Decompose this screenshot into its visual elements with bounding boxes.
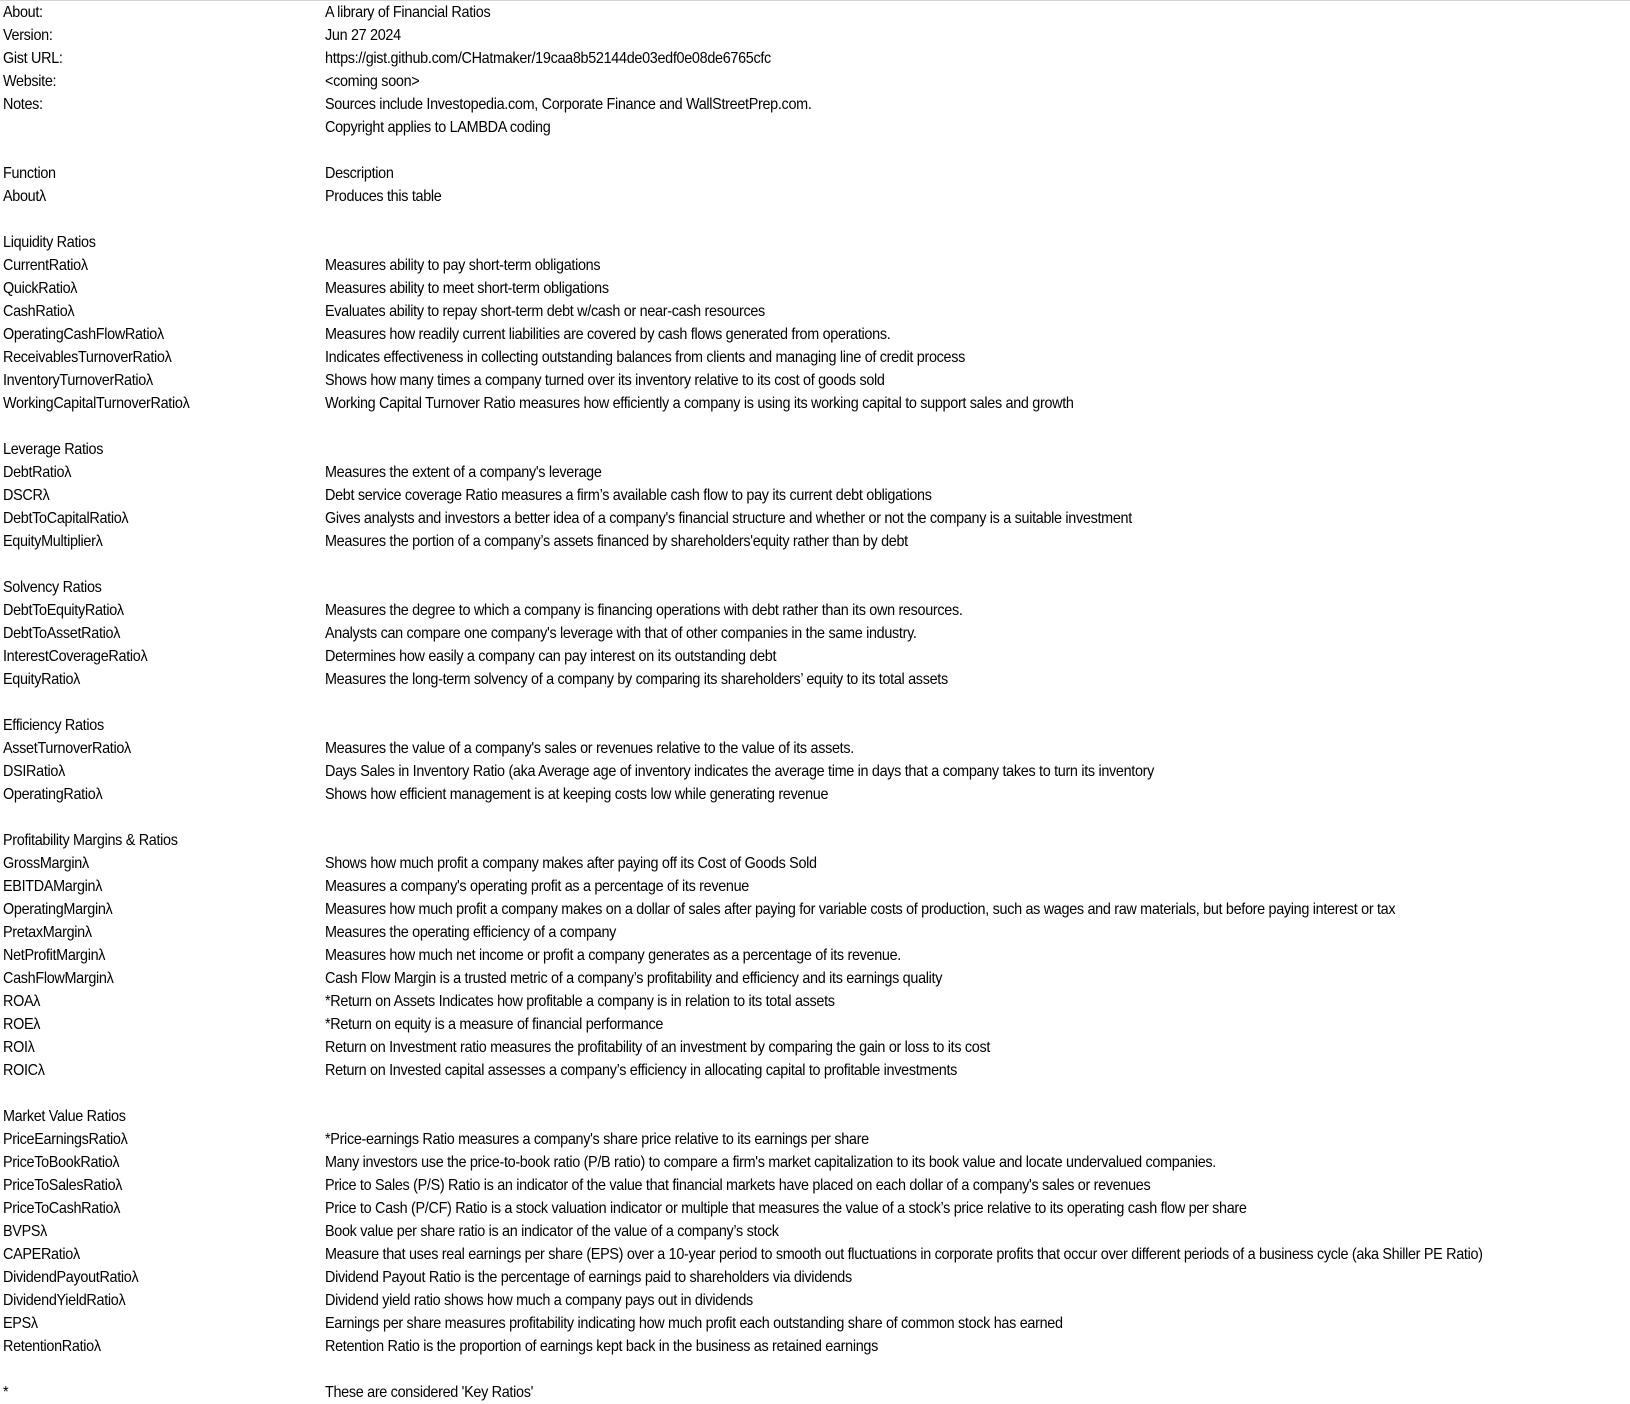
table-row	[0, 346, 1630, 369]
section-title-row	[0, 1105, 1630, 1128]
function-name[interactable]: PriceToBookRatioλ	[3, 1154, 120, 1171]
function-description[interactable]: Gives analysts and investors a better idea of a company's financial structure and whether or not the company is a suitable investment	[325, 510, 1132, 527]
function-name[interactable]: DividendYieldRatioλ	[3, 1292, 126, 1309]
table-row	[0, 921, 1630, 944]
function-name[interactable]: RetentionRatioλ	[3, 1338, 101, 1355]
table-row	[0, 645, 1630, 668]
website-label[interactable]: Website:	[3, 73, 57, 90]
function-name[interactable]: PretaxMarginλ	[3, 924, 92, 941]
footnote-marker[interactable]: *	[3, 1384, 9, 1401]
table-row	[0, 530, 1630, 553]
function-description[interactable]: Analysts can compare one company's leverage with that of other companies in the same industry.	[325, 625, 917, 642]
function-description[interactable]: Earnings per share measures profitability indicating how much profit each outstanding share of common stock has earned	[325, 1315, 1063, 1332]
section-title-row	[0, 576, 1630, 599]
table-row	[0, 898, 1630, 921]
table-row	[0, 737, 1630, 760]
section-title[interactable]: Leverage Ratios	[3, 441, 104, 458]
table-row	[0, 1266, 1630, 1289]
notes-label[interactable]: Notes:	[3, 96, 43, 113]
function-description[interactable]: Return on Investment ratio measures the profitability of an investment by comparing the gain or loss to its cost	[325, 1039, 991, 1056]
function-description[interactable]: Measures the extent of a company's leverage	[325, 464, 602, 481]
function-description[interactable]: Evaluates ability to repay short-term debt w/cash or near-cash resources	[325, 303, 765, 320]
table-row	[0, 1174, 1630, 1197]
table-row	[0, 599, 1630, 622]
function-description[interactable]: Measures a company's operating profit as a percentage of its revenue	[325, 878, 749, 895]
table-row	[0, 1013, 1630, 1036]
gist-label[interactable]: Gist URL:	[3, 50, 63, 67]
function-description[interactable]: Cash Flow Margin is a trusted metric of a company’s profitability and efficiency and its earnings quality	[325, 970, 943, 987]
table-row	[0, 967, 1630, 990]
function-description[interactable]: Measures how much net income or profit a company generates as a percentage of its revenue.	[325, 947, 901, 964]
notes-copyright[interactable]: Copyright applies to LAMBDA coding	[325, 119, 551, 136]
function-name[interactable]: NetProfitMarginλ	[3, 947, 106, 964]
gist-url[interactable]: https://gist.github.com/CHatmaker/19caa8b52144de03edf0e08de6765cfc	[325, 50, 771, 67]
function-description[interactable]: Measure that uses real earnings per share (EPS) over a 10-year period to smooth out fluctuations in corporate profits that occur over different periods of a business cycle (aka Shiller PE Ratio)	[325, 1246, 1483, 1263]
table-header-row	[0, 162, 1630, 185]
function-name[interactable]: WorkingCapitalTurnoverRatioλ	[3, 395, 190, 412]
footnote-row	[0, 1381, 1630, 1404]
function-description[interactable]: Measures ability to meet short-term obligations	[325, 280, 609, 297]
about-function-row	[0, 185, 1630, 208]
table-row	[0, 760, 1630, 783]
section-title-row	[0, 231, 1630, 254]
function-description[interactable]: Produces this table	[325, 188, 442, 205]
function-description[interactable]: Measures the value of a company's sales or revenues relative to the value of its assets.	[325, 740, 854, 757]
notes-row-2	[0, 116, 1630, 139]
table-row	[0, 1059, 1630, 1082]
table-row	[0, 369, 1630, 392]
function-name[interactable]: DividendPayoutRatioλ	[3, 1269, 139, 1286]
about-row	[0, 1, 1630, 24]
function-description[interactable]: Measures ability to pay short-term obligations	[325, 257, 601, 274]
function-description[interactable]: Debt service coverage Ratio measures a firm’s available cash flow to pay its current debt obligations	[325, 487, 932, 504]
function-description[interactable]: Measures the long-term solvency of a company by comparing its shareholders’ equity to its total assets	[325, 671, 948, 688]
section-title-row	[0, 829, 1630, 852]
function-name[interactable]: DebtRatioλ	[3, 464, 72, 481]
version-label[interactable]: Version:	[3, 27, 53, 44]
section-title[interactable]: Liquidity Ratios	[3, 234, 96, 251]
function-description[interactable]: Measures the portion of a company’s assets financed by shareholders'equity rather than by debt	[325, 533, 908, 550]
function-name[interactable]: DebtToCapitalRatioλ	[3, 510, 129, 527]
function-name[interactable]: BVPSλ	[3, 1223, 48, 1240]
function-description[interactable]: Dividend yield ratio shows how much a company pays out in dividends	[325, 1292, 753, 1309]
function-name[interactable]: InterestCoverageRatioλ	[3, 648, 148, 665]
function-description[interactable]: Determines how easily a company can pay interest on its outstanding debt	[325, 648, 777, 665]
table-row	[0, 1289, 1630, 1312]
section-title[interactable]: Profitability Margins & Ratios	[3, 832, 178, 849]
about-value[interactable]: A library of Financial Ratios	[325, 4, 491, 21]
table-row	[0, 990, 1630, 1013]
function-name[interactable]: EquityMultiplierλ	[3, 533, 103, 550]
function-name[interactable]: ROIλ	[3, 1039, 35, 1056]
function-description[interactable]: Many investors use the price-to-book ratio (P/B ratio) to compare a firm's market capitalization to its book value and locate undervalued companies.	[325, 1154, 1216, 1171]
function-description[interactable]: Retention Ratio is the proportion of earnings kept back in the business as retained earnings	[325, 1338, 878, 1355]
gist-row	[0, 47, 1630, 70]
function-description[interactable]: Working Capital Turnover Ratio measures how efficiently a company is using its working capital to support sales and growth	[325, 395, 1074, 412]
table-row	[0, 668, 1630, 691]
table-row	[0, 392, 1630, 415]
function-name[interactable]: ReceivablesTurnoverRatioλ	[3, 349, 172, 366]
table-row	[0, 1243, 1630, 1266]
function-name[interactable]: CurrentRatioλ	[3, 257, 88, 274]
function-name[interactable]: PriceToCashRatioλ	[3, 1200, 121, 1217]
table-row	[0, 783, 1630, 806]
section-title-row	[0, 714, 1630, 737]
table-row	[0, 277, 1630, 300]
footnote-text[interactable]: These are considered 'Key Ratios'	[325, 1384, 534, 1401]
function-name[interactable]: CAPERatioλ	[3, 1246, 80, 1263]
function-name[interactable]: EBITDAMarginλ	[3, 878, 103, 895]
website-row	[0, 70, 1630, 93]
function-name[interactable]: AssetTurnoverRatioλ	[3, 740, 131, 757]
function-description[interactable]: Dividend Payout Ratio is the percentage of earnings paid to shareholders via dividends	[325, 1269, 852, 1286]
version-row	[0, 24, 1630, 47]
section-title-row	[0, 438, 1630, 461]
function-name[interactable]: EPSλ	[3, 1315, 38, 1332]
table-row	[0, 852, 1630, 875]
table-row	[0, 1335, 1630, 1358]
function-description[interactable]: Shows how much profit a company makes after paying off its Cost of Goods Sold	[325, 855, 817, 872]
function-description[interactable]: Measures the degree to which a company is financing operations with debt rather than its own resources.	[325, 602, 963, 619]
function-name[interactable]: PriceEarningsRatioλ	[3, 1131, 128, 1148]
function-name[interactable]: OperatingCashFlowRatioλ	[3, 326, 164, 343]
function-name[interactable]: ROAλ	[3, 993, 41, 1010]
function-name[interactable]: Aboutλ	[3, 188, 46, 205]
function-description[interactable]: Price to Cash (P/CF) Ratio is a stock valuation indicator or multiple that measures the value of a stock’s price relative to its operating cash flow per share	[325, 1200, 1247, 1217]
function-name[interactable]: InventoryTurnoverRatioλ	[3, 372, 153, 389]
section-title[interactable]: Market Value Ratios	[3, 1108, 126, 1125]
website-value[interactable]: <coming soon>	[325, 73, 420, 90]
function-description[interactable]: Measures the operating efficiency of a company	[325, 924, 617, 941]
function-name[interactable]: DebtToEquityRatioλ	[3, 602, 124, 619]
function-description[interactable]: *Return on Assets Indicates how profitable a company is in relation to its total assets	[325, 993, 835, 1010]
table-row	[0, 300, 1630, 323]
table-row	[0, 323, 1630, 346]
section-title[interactable]: Solvency Ratios	[3, 579, 102, 596]
function-description[interactable]: *Price-earnings Ratio measures a company's share price relative to its earnings per share	[325, 1131, 869, 1148]
about-label[interactable]: About:	[3, 4, 43, 21]
function-description[interactable]: Price to Sales (P/S) Ratio is an indicator of the value that financial markets have placed on each dollar of a company's sales or revenues	[325, 1177, 1151, 1194]
table-row	[0, 254, 1630, 277]
table-row	[0, 875, 1630, 898]
function-description[interactable]: Shows how efficient management is at keeping costs low while generating revenue	[325, 786, 829, 803]
notes-value[interactable]: Sources include Investopedia.com, Corporate Finance and WallStreetPrep.com.	[325, 96, 812, 113]
function-description[interactable]: Book value per share ratio is an indicator of the value of a company’s stock	[325, 1223, 779, 1240]
description-header[interactable]: Description	[325, 165, 394, 182]
notes-row	[0, 93, 1630, 116]
version-value[interactable]: Jun 27 2024	[325, 27, 401, 44]
table-row	[0, 1151, 1630, 1174]
function-description[interactable]: Return on Invested capital assesses a company’s efficiency in allocating capital to profitable investments	[325, 1062, 958, 1079]
function-name[interactable]: QuickRatioλ	[3, 280, 78, 297]
function-name[interactable]: DebtToAssetRatioλ	[3, 625, 121, 642]
function-name[interactable]: GrossMarginλ	[3, 855, 89, 872]
function-name[interactable]: OperatingRatioλ	[3, 786, 103, 803]
function-name[interactable]: DSCRλ	[3, 487, 50, 504]
function-description[interactable]: Days Sales in Inventory Ratio (aka Average age of inventory indicates the average time in days that a company takes to turn its inventory	[325, 763, 1155, 780]
section-title[interactable]: Efficiency Ratios	[3, 717, 104, 734]
function-name[interactable]: CashFlowMarginλ	[3, 970, 114, 987]
table-row	[0, 944, 1630, 967]
function-name[interactable]: ROICλ	[3, 1062, 45, 1079]
table-row	[0, 622, 1630, 645]
table-row	[0, 1220, 1630, 1243]
table-row	[0, 1036, 1630, 1059]
table-row	[0, 461, 1630, 484]
function-description[interactable]: Measures how much profit a company makes on a dollar of sales after paying for variable costs of production, such as wages and raw materials, but before paying interest or tax	[325, 901, 1396, 918]
function-description[interactable]: Indicates effectiveness in collecting outstanding balances from clients and managing line of credit process	[325, 349, 966, 366]
table-row	[0, 1128, 1630, 1151]
function-name[interactable]: PriceToSalesRatioλ	[3, 1177, 123, 1194]
function-name[interactable]: DSIRatioλ	[3, 763, 65, 780]
function-name[interactable]: OperatingMarginλ	[3, 901, 113, 918]
function-description[interactable]: *Return on equity is a measure of financial performance	[325, 1016, 664, 1033]
function-name[interactable]: CashRatioλ	[3, 303, 75, 320]
function-description[interactable]: Measures how readily current liabilities are covered by cash flows generated from operations.	[325, 326, 891, 343]
table-row	[0, 484, 1630, 507]
function-name[interactable]: EquityRatioλ	[3, 671, 81, 688]
function-name[interactable]: ROEλ	[3, 1016, 41, 1033]
function-description[interactable]: Shows how many times a company turned over its inventory relative to its cost of goods sold	[325, 372, 885, 389]
function-header[interactable]: Function	[3, 165, 56, 182]
table-row	[0, 507, 1630, 530]
table-row	[0, 1312, 1630, 1335]
table-row	[0, 1197, 1630, 1220]
